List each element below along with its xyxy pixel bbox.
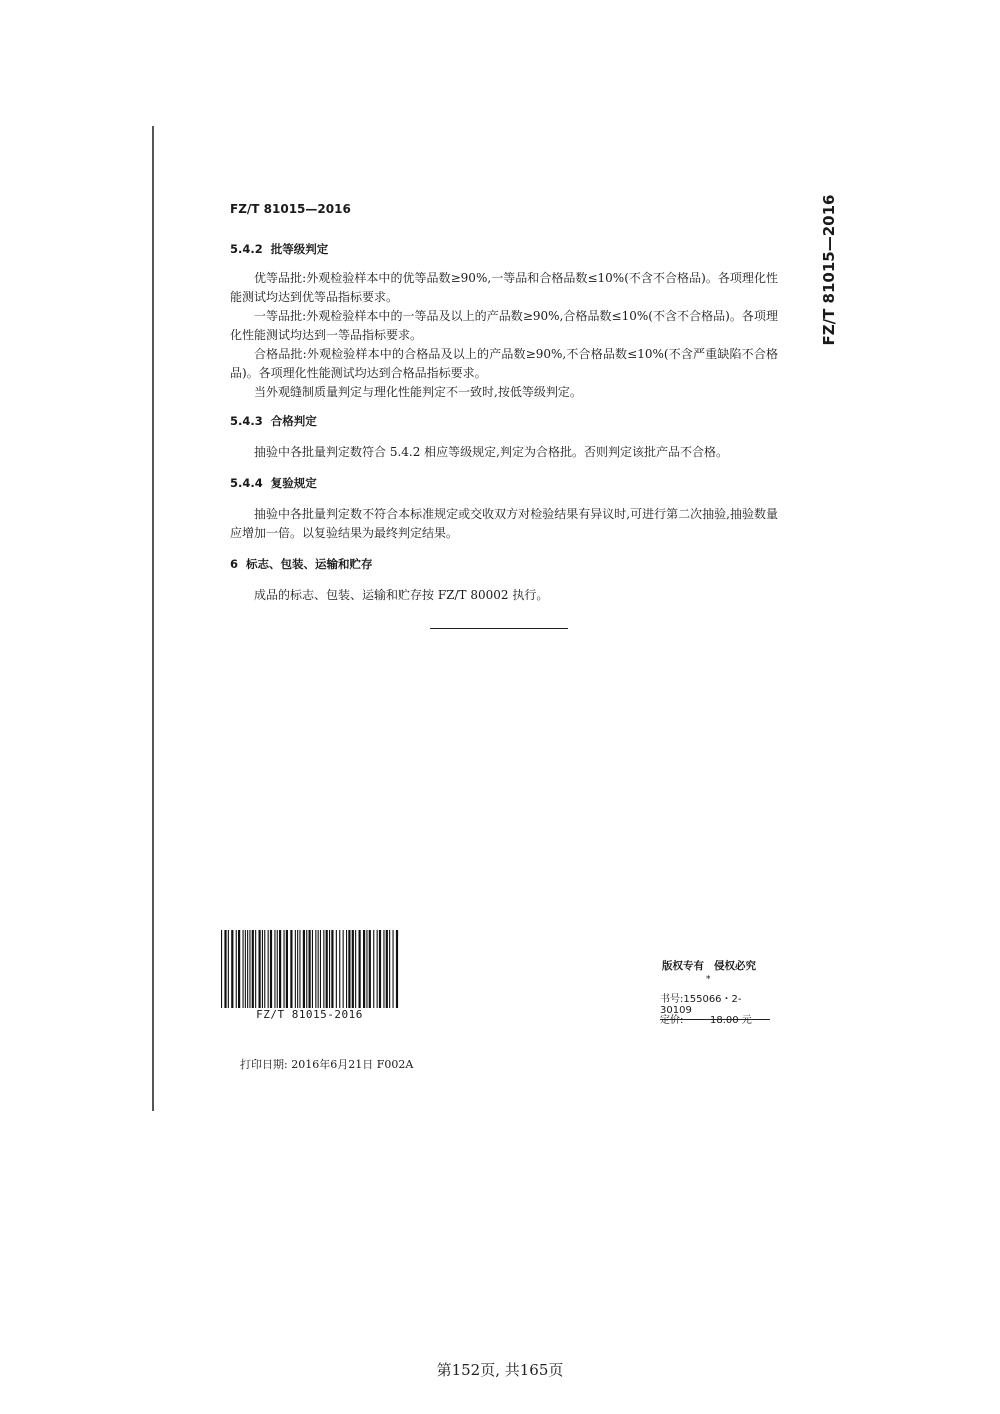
barcode-bar [331, 930, 333, 1010]
paragraph: 抽验中各批量判定数不符合本标准规定或交收双方对检验结果有异议时,可进行第二次抽验,抽验数量应增加一倍。以复验结果为最终判定结果。 [230, 507, 778, 540]
barcode-bar [379, 930, 381, 1010]
barcode-bar [352, 930, 354, 1010]
section-number: 6 [230, 557, 239, 571]
barcode-bar [348, 930, 350, 1010]
copyright-notice [662, 958, 766, 973]
end-of-text-rule [430, 628, 568, 629]
section-number: 5.4.2 [230, 242, 263, 256]
barcode-bar [295, 930, 296, 1010]
paragraph: 一等品批:外观检验样本中的一等品及以上的产品数≥90%,合格品数≤10%(不含不合格品)。各项理化性能测试均达到一等品指标要求。 [230, 309, 778, 342]
barcode-bar [299, 930, 300, 1010]
barcode-bar [262, 930, 263, 1010]
barcode-bar [389, 930, 390, 1010]
barcode-bar [264, 930, 265, 1010]
section-number: 5.4.3 [230, 414, 263, 428]
barcode-bar [247, 930, 248, 1010]
paragraph: 当外观缝制质量判定与理化性能判定不一致时,按低等级判定。 [254, 385, 582, 399]
barcode-bar [290, 930, 292, 1010]
section-title: 批等级判定 [270, 242, 329, 256]
barcode-bar [320, 930, 321, 1010]
barcode-bar [224, 930, 226, 1010]
barcode-bar [245, 930, 246, 1010]
barcode-bar [366, 930, 367, 1010]
main-content [230, 240, 778, 605]
barcode-bar [274, 930, 275, 1010]
barcode-bar [343, 930, 344, 1010]
barcode-bar [315, 930, 316, 1010]
barcode-bar [377, 930, 378, 1010]
page-number: 第152页, 共165页 [436, 1361, 564, 1379]
barcode-bar [252, 930, 254, 1010]
barcode-bar [297, 930, 298, 1010]
section-title: 复验规定 [270, 476, 317, 490]
barcode-bar [339, 930, 340, 1010]
barcode-bar [286, 930, 288, 1010]
section-title: 标志、包装、运输和贮存 [246, 557, 373, 571]
section-5-4-3-heading [230, 412, 778, 431]
section-5-4-2-heading [230, 240, 778, 259]
barcode-bar [336, 930, 337, 1010]
barcode-bar [386, 930, 388, 1010]
price-value: 18.00 元 [710, 1015, 752, 1026]
price-label: 定价: [660, 1015, 684, 1026]
barcode-bar [326, 930, 328, 1010]
barcode-bar [270, 930, 272, 1010]
paragraph: 抽验中各批量判定数符合 5.4.2 相应等级规定,判定为合格批。否则判定该批产品不合格。 [254, 445, 728, 459]
section-title: 合格判定 [270, 414, 317, 428]
binding-line [152, 126, 154, 1111]
barcode-bar [238, 930, 240, 1010]
paragraph: 优等品批:外观检验样本中的优等品数≥90%,一等品和合格品数≤10%(不含不合格品)。各项理化性能测试均达到优等品指标要求。 [230, 271, 778, 304]
paragraph: 合格品批:外观检验样本中的合格品及以上的产品数≥90%,不合格品数≤10%(不含严重缺陷不合格品)。各项理化性能测试均达到合格品指标要求。 [230, 347, 778, 380]
book-number: 书号:155066・2-30109 [660, 990, 770, 1020]
barcode-bar [318, 930, 319, 1010]
document-code-header: FZ/T 81015—2016 [230, 202, 351, 216]
barcode-bar [329, 930, 330, 1010]
barcode-bar [396, 930, 398, 1010]
barcode-bar [228, 930, 229, 1010]
barcode-bar [231, 930, 233, 1010]
print-date: 打印日期: 2016年6月21日 F002A [240, 1058, 414, 1071]
barcode-bar [309, 930, 311, 1010]
infringement-text: 侵权必究 [714, 960, 756, 972]
barcode-bar [355, 930, 356, 1010]
barcode-bar [323, 930, 324, 1010]
paragraph: 成品的标志、包装、运输和贮存按 FZ/T 80002 执行。 [254, 588, 549, 602]
barcode-bar [243, 930, 244, 1010]
barcode-bar [279, 930, 281, 1010]
barcode-bar [221, 930, 222, 1010]
barcode-bar [255, 930, 256, 1010]
barcode-bar [236, 930, 237, 1010]
copyright-text: 版权专有 [662, 960, 704, 972]
barcode-bar [303, 930, 305, 1010]
barcode-bar [259, 930, 261, 1010]
section-number: 5.4.4 [230, 476, 263, 490]
barcode-bar [249, 930, 250, 1010]
barcode-bar [346, 930, 347, 1010]
barcode-bar [359, 930, 361, 1010]
barcode-bar [268, 930, 269, 1010]
barcode-bar [312, 930, 313, 1010]
barcode-bar [363, 930, 365, 1010]
isbn-barcode [219, 930, 400, 1026]
star-mark: * [706, 975, 711, 985]
barcode-bar [373, 930, 374, 1010]
barcode-text: FZ/T 81015-2016 [219, 1008, 400, 1021]
barcode-bar [306, 930, 307, 1010]
barcode-bars [219, 930, 400, 1010]
section-5-4-4-heading [230, 474, 778, 493]
barcode-bar [284, 930, 285, 1010]
section-6-heading [230, 555, 778, 574]
barcode-bar [383, 930, 384, 1010]
price [660, 1011, 770, 1026]
barcode-bar [393, 930, 394, 1010]
side-document-code: FZ/T 81015—2016 [820, 194, 838, 346]
barcode-bar [277, 930, 278, 1010]
barcode-bar [369, 930, 371, 1010]
